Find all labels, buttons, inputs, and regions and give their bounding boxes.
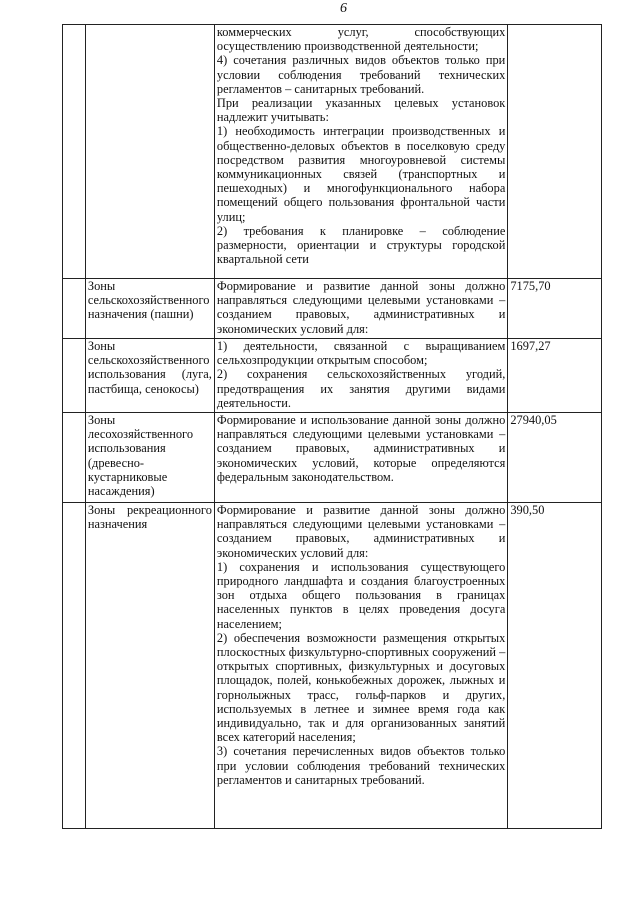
zone-name: Зоны сельскохозяйственного назначения (пашни): [87, 279, 210, 322]
row-number-cell: [63, 279, 86, 339]
description-paragraph: 1) сохранения и использования существующего природного ландшафта и создания благоустроенных зон отдыха общего пользования в границах населенных пунктов в целях проведения досуга населением;: [216, 559, 506, 631]
zone-name: Зоны сельскохозяйственного использования (луга, пастбища, сенокосы): [87, 339, 212, 396]
table-row: [63, 279, 602, 339]
area-value: 1697,27: [510, 339, 551, 353]
area-value: 390,50: [510, 503, 545, 517]
zone-name-cell: [85, 503, 214, 829]
table-row: [63, 25, 602, 279]
zone-description-cell: [214, 279, 507, 339]
description-paragraph: При реализации указанных целевых установок надлежит учитывать:: [216, 96, 506, 125]
area-value: 27940,05: [510, 413, 557, 427]
description-paragraph: 2) обеспечения возможности размещения открытых плоскостных физкультурно-спортивных сооружений – открытых спортивных, физкультурных и досуговых площадок, полей, конькобежных дорожек, лыжных и горнолыжных трасс, гольф-парков и других, используемых в летнее и зимнее время года как индивидуально, так и для организованных занятий всех категорий населения;: [216, 630, 506, 745]
description-paragraph: 4) сочетания различных видов объектов только при условии соблюдения требований технических регламентов – санитарных требований.: [216, 53, 506, 96]
description-paragraph: коммерческих услуг, способствующих осуществлению производственной деятельности;: [216, 25, 506, 54]
zone-name-cell: [85, 339, 214, 413]
area-cell: [508, 503, 602, 829]
zone-name-cell: [85, 279, 214, 339]
description-paragraph: 3) сочетания перечисленных видов объектов только при условии соблюдения требований технических регламентов и санитарных требований.: [216, 744, 506, 787]
description-paragraph: 2) требования к планировке – соблюдение размерности, ориентации и структуры городской квартальной сети: [216, 223, 506, 267]
area-cell: [508, 25, 602, 279]
row-number-cell: [63, 339, 86, 413]
table-row: [63, 339, 602, 413]
area-value: 7175,70: [510, 279, 551, 293]
table-row: [63, 503, 602, 829]
table-row: [63, 413, 602, 503]
zone-description-cell: [214, 413, 507, 503]
zone-description-cell: [214, 339, 507, 413]
description-paragraph: Формирование и использование данной зоны должно направляться следующими целевыми установками – созданием правовых, административных и экономических условий, которые определяются федеральным законодательством.: [216, 413, 506, 484]
zone-description-cell: [214, 25, 507, 279]
row-number-cell: [63, 503, 86, 829]
description-paragraph: 2) сохранения сельскохозяйственных угодий, предотвращения их занятия другими видами деятельности.: [216, 367, 506, 410]
zone-name-cell: [85, 25, 214, 279]
row-number-cell: [63, 25, 86, 279]
description-paragraph: Формирование и развитие данной зоны должно направляться следующими целевыми установками – созданием правовых, административных и экономических условий для:: [216, 503, 506, 560]
area-cell: [508, 339, 602, 413]
description-paragraph: Формирование и развитие данной зоны должно направляться следующими целевыми установками – созданием правовых, административных и экономических условий для:: [216, 279, 506, 336]
description-paragraph: 1) деятельности, связанной с выращиванием сельхозпродукции открытым способом;: [216, 339, 506, 368]
description-paragraph: 1) необходимость интеграции производственных и общественно-деловых объектов в поселковую среду посредством развития многоуровневой системы коммуникационных связей (транспортных и пешеходных) и многофункционального набора помещений общего пользования фронтальной части улиц;: [216, 124, 506, 224]
zone-name: Зоны лесохозяйственного использования (древесно-кустарниковые насаждения): [87, 413, 194, 499]
zone-name-cell: [85, 413, 214, 503]
zone-description-cell: [214, 503, 507, 829]
zones-table: [62, 24, 602, 829]
zone-name: Зоны рекреационного назначения: [87, 503, 212, 532]
row-number-cell: [63, 413, 86, 503]
page-number-mark: 6: [340, 1, 347, 16]
area-cell: [508, 413, 602, 503]
area-cell: [508, 279, 602, 339]
